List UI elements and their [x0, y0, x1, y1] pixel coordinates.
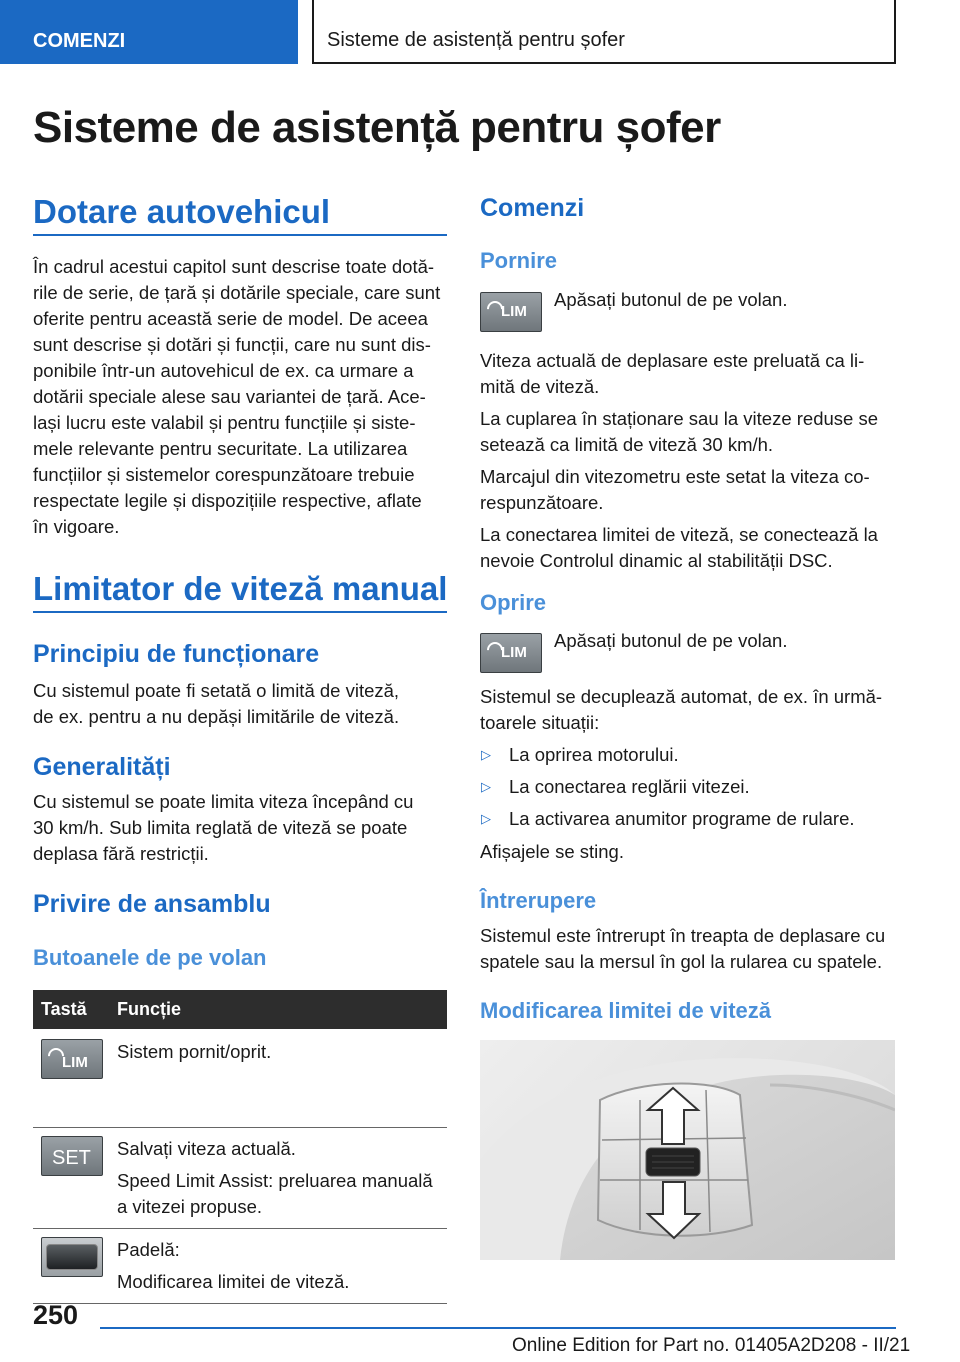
heading-intrerupere: Întrerupere — [480, 888, 597, 913]
lim-label: LIM — [501, 303, 527, 320]
table-cell-key — [33, 1228, 109, 1303]
column-header-function: Funcție — [109, 990, 447, 1029]
table-cell-function — [109, 1127, 447, 1228]
lim-button-icon — [480, 633, 542, 673]
table-cell-key — [33, 1029, 109, 1127]
text-line: ponibile într-un autovehicul de ex. ca urmare a — [33, 360, 414, 381]
heading-generalitati: Generalități — [33, 753, 171, 781]
table-row — [33, 1127, 447, 1228]
section-tab[interactable]: Sisteme de asistență pentru șofer — [312, 0, 896, 64]
text-line: a vitezei propuse. — [117, 1195, 263, 1217]
table-header-row — [33, 990, 447, 1029]
table-cell-function — [109, 1029, 447, 1127]
text-line: oferite pentru această serie de model. De aceea — [33, 308, 428, 329]
footer-rule — [100, 1327, 896, 1329]
text-line: spatele sau la mersul în gol la rularea cu spatele. — [480, 951, 883, 972]
top-navigation — [0, 0, 960, 66]
text-line: rile de serie, de țară și dotările speciale, care sunt — [33, 282, 441, 303]
text-line: de ex. pentru a nu depăși limitările de viteză. — [33, 706, 400, 727]
text-line: Padelă: — [117, 1238, 180, 1260]
bullet-item: La activarea anumitor programe de rulare. — [509, 808, 855, 829]
paddle-shape-icon — [46, 1244, 98, 1270]
text-line: funcțiilor și sistemelor corespunzătoare trebuie — [33, 464, 415, 485]
chapter-tab[interactable]: COMENZI — [0, 0, 298, 64]
text-line: Speed Limit Assist: preluarea manuală — [117, 1169, 433, 1191]
set-button-icon — [41, 1136, 103, 1176]
heading-privire: Privire de ansamblu — [33, 890, 271, 918]
text-line: Cu sistemul poate fi setată o limită de viteză, — [33, 680, 400, 701]
text-line: Modificarea limitei de viteză. — [117, 1270, 350, 1292]
text-line: Cu sistemul se poate limita viteza începând cu — [33, 791, 414, 812]
text-line: Sistemul se decuplează automat, de ex. în urmă- — [480, 686, 883, 707]
steering-wheel-illustration — [480, 1040, 895, 1260]
text-line: în vigoare. — [33, 516, 120, 537]
intrerupere-paragraph — [480, 923, 900, 975]
table-row — [33, 1029, 447, 1127]
text-line: Viteza actuală de deplasare este preluată ca li- — [480, 350, 865, 371]
heading-limitator: Limitator de viteză manual — [33, 570, 448, 607]
bullet-arrow-icon: ▷ — [481, 779, 491, 794]
generalitati-paragraph — [33, 789, 447, 867]
lim-button-icon — [41, 1039, 103, 1079]
table-cell-function — [109, 1228, 447, 1303]
text-line: În cadrul acestui capitol sunt descrise toate dotă- — [33, 256, 435, 277]
text-line: nevoie Controlul dinamic al stabilității DSC. — [480, 550, 833, 571]
lim-button-icon — [480, 292, 542, 332]
bullet-arrow-icon: ▷ — [481, 811, 491, 826]
column-header-key: Tastă — [33, 990, 109, 1029]
text-line: toarele situații: — [480, 712, 600, 733]
pornire-instruction: Apăsați butonul de pe volan. — [554, 289, 788, 310]
dotare-paragraph — [33, 254, 453, 540]
principiu-paragraph — [33, 678, 447, 730]
text-line: Sistem pornit/oprit. — [117, 1041, 272, 1062]
page-number: 250 — [33, 1300, 79, 1330]
text-line: dotării speciale alese sau variantei de țară. Ace- — [33, 386, 426, 407]
text-line: setează ca limită de viteză 30 km/h. — [480, 434, 774, 455]
heading-dotare: Dotare autovehicul — [33, 193, 331, 230]
oprire-intro — [480, 684, 900, 736]
pornire-paragraphs — [480, 348, 900, 574]
lim-label: LIM — [62, 1054, 88, 1071]
text-line: mele relevante pentru securitate. La utilizarea — [33, 438, 408, 459]
heading-principiu: Principiu de funcționare — [33, 640, 320, 668]
table-row — [33, 1228, 447, 1303]
bullet-item: La oprirea motorului. — [509, 744, 679, 765]
text-line: La conectarea limitei de viteză, se conectează la — [480, 524, 878, 545]
text-line: Sistemul este întrerupt în treapta de deplasare cu — [480, 925, 886, 946]
steering-wheel-photo — [480, 1040, 895, 1260]
heading-modificarea: Modificarea limitei de viteză — [480, 998, 771, 1023]
edition-text: Online Edition for Part no. 01405A2D208 - II/21 — [512, 1335, 911, 1356]
text-line: respectate legile și dispozițiile respective, aflate — [33, 490, 422, 511]
heading-oprire: Oprire — [480, 590, 547, 615]
lim-label: LIM — [501, 644, 527, 661]
oprire-instruction: Apăsați butonul de pe volan. — [554, 630, 788, 651]
text-line: lași lucru este valabil și pentru funcțiile și siste- — [33, 412, 416, 433]
heading-rule — [33, 234, 447, 236]
heading-pornire: Pornire — [480, 248, 558, 273]
text-line: sunt descrise și dotări și funcții, care nu sunt dis- — [33, 334, 431, 355]
heading-butoane: Butoanele de pe volan — [33, 945, 267, 970]
text-line: Marcajul din vitezometru este setat la viteza co- — [480, 466, 870, 487]
bullet-arrow-icon: ▷ — [481, 747, 491, 762]
table-cell-key — [33, 1127, 109, 1228]
text-line: respunzătoare. — [480, 492, 604, 513]
text-line: deplasa fără restricții. — [33, 843, 209, 864]
heading-rule — [33, 611, 447, 613]
page-title: Sisteme de asistență pentru șofer — [33, 103, 721, 152]
text-line: 30 km/h. Sub limita reglată de viteză se poate — [33, 817, 408, 838]
paddle-icon — [41, 1237, 103, 1277]
heading-comenzi: Comenzi — [480, 194, 585, 222]
text-line: La cuplarea în staționare sau la viteze reduse se — [480, 408, 878, 429]
text-line: mită de viteză. — [480, 376, 600, 397]
text-line: Salvați viteza actuală. — [117, 1137, 296, 1159]
bullet-item: La conectarea reglării vitezei. — [509, 776, 750, 797]
oprire-outro: Afișajele se sting. — [480, 841, 624, 862]
buttons-table — [33, 990, 447, 1304]
set-label: SET — [52, 1146, 91, 1169]
